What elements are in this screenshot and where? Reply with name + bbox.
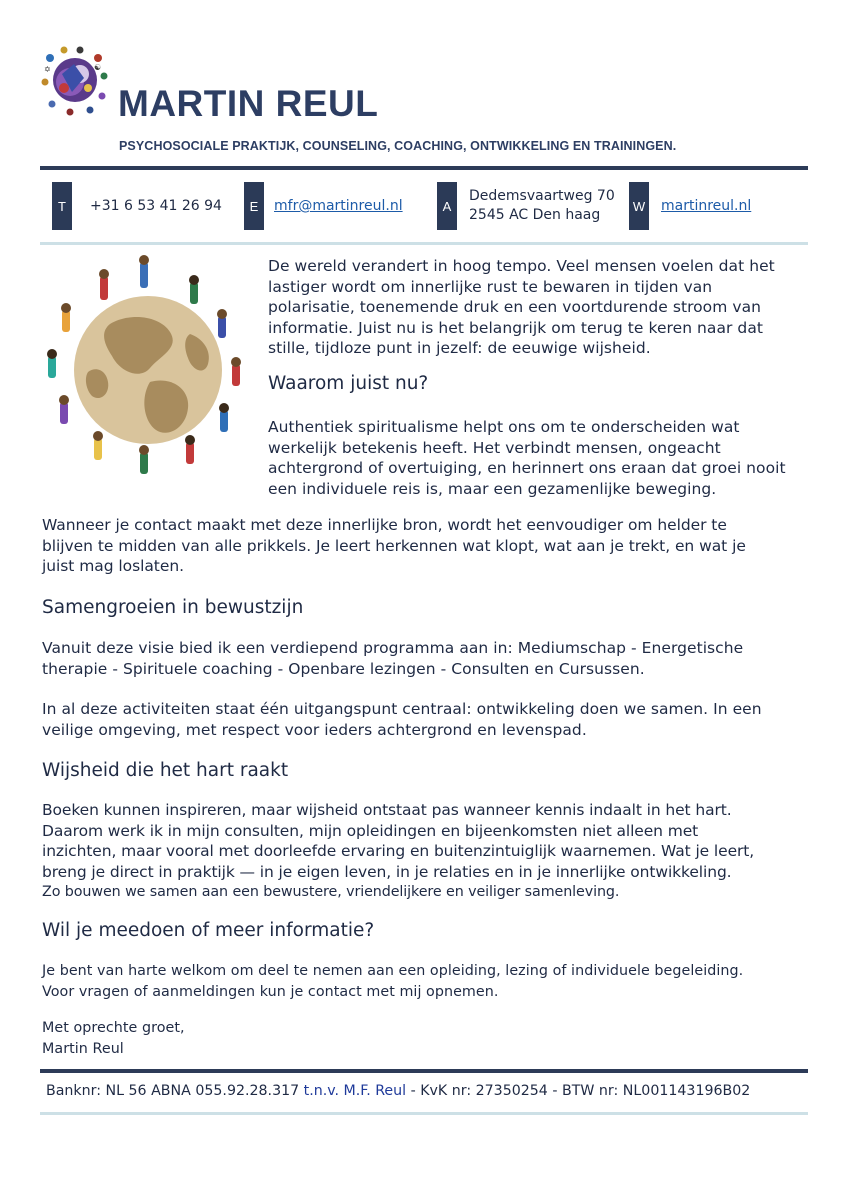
heading-wijsheid: Wijsheid die het hart raakt (42, 760, 289, 781)
paragraph-boeken (42, 800, 754, 903)
text-line: Boeken kunnen inspireren, maar wijsheid ontstaat pas wanneer kennis indaalt in het hart. (42, 801, 732, 819)
text-line: veilige omgeving, met respect voor ieders achtergrond en levenspad. (42, 720, 587, 739)
address-line-2: 2545 AC Den haag (469, 207, 601, 223)
logo-symbols-icon (40, 44, 110, 116)
paragraph-authentiek (268, 417, 786, 499)
paragraph-programma (42, 638, 743, 679)
text-line: Zo bouwen we samen aan een bewustere, vriendelijkere en veiliger samenleving. (42, 884, 620, 900)
paragraph-contact-bron (42, 515, 746, 577)
text-line: polarisatie, toenemende druk en een voortdurende stroom van (268, 298, 761, 316)
heading-meedoen: Wil je meedoen of meer informatie? (42, 920, 375, 941)
text-line: breng je direct in praktijk — in je eigen leven, in je relaties en in je innerlijke ontwikkeling. (42, 862, 732, 881)
closing-signature (42, 1018, 185, 1059)
footer-holder: t.n.v. M.F. Reul (303, 1083, 407, 1099)
text-line: blijven te midden van alle prikkels. Je leert herkennen wat klopt, wat aan je trekt, en wat je (42, 536, 746, 555)
text-line: Vanuit deze visie bied ik een verdiepend programma aan in: Mediumschap - Energetische (42, 639, 744, 657)
phone-tag: T (52, 182, 72, 230)
footer-kvk: KvK nr: 27350254 (420, 1083, 548, 1099)
footer-divider-top (40, 1069, 808, 1073)
globe-people-icon (40, 252, 250, 477)
heading-samengroeien: Samengroeien in bewustzijn (42, 597, 304, 618)
text-line: lastiger wordt om innerlijke rust te bewaren in tijden van (268, 277, 713, 296)
phone-number[interactable]: +31 6 53 41 26 94 (90, 198, 222, 214)
paragraph-activiteiten (42, 699, 762, 740)
text-line: een individuele reis is, maar een gezamenlijke beweging. (268, 479, 717, 498)
heading-waarom: Waarom juist nu? (268, 373, 429, 394)
text-line: inzichten, maar vooral met doorleefde ervaring en buitenzintuiglijk waarnemen. Wat je leert, (42, 842, 755, 860)
text-line: therapie - Spirituele coaching - Openbare lezingen - Consulten en Cursussen. (42, 659, 645, 678)
svg-text:✡: ✡ (44, 65, 51, 74)
footer-separator: - (547, 1083, 562, 1099)
web-tag: W (629, 182, 649, 230)
footer-btw: BTW nr: NL001143196B02 (561, 1083, 751, 1099)
text-line: Authentiek spiritualisme helpt ons om te onderscheiden wat (268, 418, 740, 436)
text-line: Je bent van harte welkom om deel te nemen aan een opleiding, lezing of individuele begeleiding. (42, 963, 744, 979)
paragraph-welkom (42, 961, 743, 1002)
text-line: Voor vragen of aanmeldingen kun je contact met mij opnemen. (42, 983, 499, 1000)
email-link[interactable]: mfr@martinreul.nl (274, 198, 403, 214)
text-line: Daarom werk ik in mijn consulten, mijn opleidingen en bijeenkomsten niet alleen met (42, 821, 699, 840)
text-line: Martin Reul (42, 1040, 124, 1057)
web-link[interactable]: martinreul.nl (661, 198, 752, 214)
text-line: Wanneer je contact maakt met deze innerlijke bron, wordt het eenvoudiger om helder te (42, 516, 727, 534)
footer-divider-bottom (40, 1112, 808, 1115)
intro-paragraph (268, 256, 775, 359)
brand-tagline: PSYCHOSOCIALE PRAKTIJK, COUNSELING, COACHING, ONTWIKKELING EN TRAININGEN. (119, 139, 677, 153)
header-divider-top (40, 166, 808, 170)
svg-text:☯: ☯ (94, 63, 102, 72)
footer-separator: - (406, 1083, 421, 1099)
text-line: stille, tijdloze punt in jezelf: de eeuwige wijsheid. (268, 339, 651, 357)
footer-bank: Banknr: NL 56 ABNA 055.92.28.317 (46, 1083, 300, 1099)
text-line: Met oprechte groet, (42, 1020, 185, 1036)
address-tag: A (437, 182, 457, 230)
email-tag: E (244, 182, 264, 230)
header-divider-bottom (40, 242, 808, 245)
text-line: juist mag loslaten. (42, 557, 184, 575)
text-line: werkelijk betekenis heeft. Het verbindt mensen, ongeacht (268, 438, 721, 457)
text-line: achtergrond of overtuiging, en herinnert ons eraan dat groei nooit (268, 459, 786, 477)
address-line-1: Dedemsvaartweg 70 (469, 188, 615, 204)
footer-company-details (46, 1083, 750, 1099)
brand-name: MARTIN REUL (118, 83, 379, 124)
text-line: In al deze activiteiten staat één uitgangspunt centraal: ontwikkeling doen we samen. In een (42, 700, 762, 718)
text-line: informatie. Juist nu is het belangrijk om terug te keren naar dat (268, 318, 763, 337)
text-line: De wereld verandert in hoog tempo. Veel mensen voelen dat het (268, 257, 775, 275)
